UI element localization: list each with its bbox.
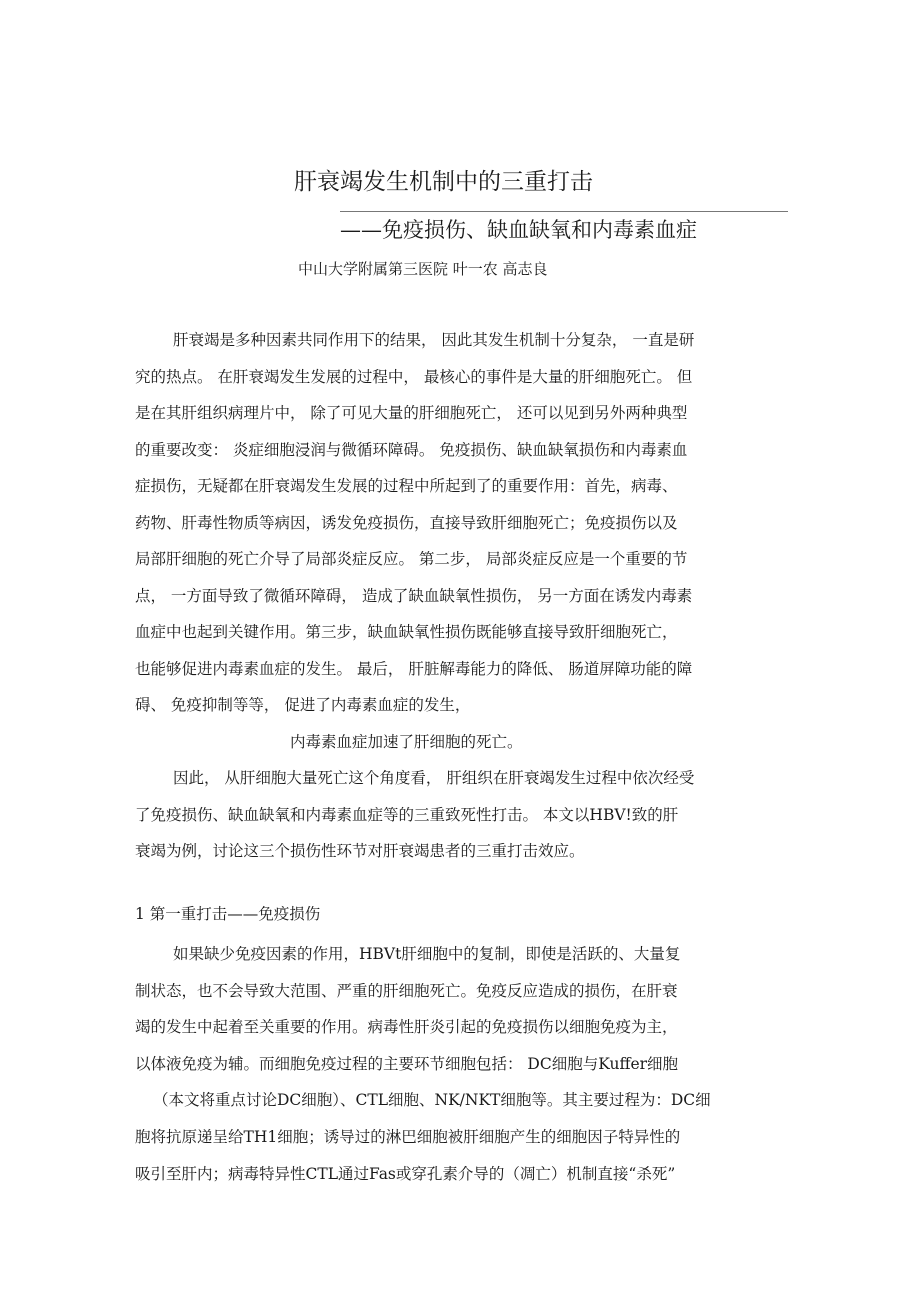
text-line: 点， 一方面导致了微循环障碍， 造成了缺血缺氧性损伤， 另一方面在诱发内毒素 [135,586,693,605]
text-line: 药物、肝毒性物质等病因，诱发免疫损伤，直接导致肝细胞死亡；免疫损伤以及 [135,513,678,532]
text-line: 如果缺少免疫因素的作用，HBVt肝细胞中的复制，即使是活跃的、大量复 [173,945,681,963]
document-subtitle: ——免疫损伤、缺血缺氧和内毒素血症 [340,218,697,242]
text-line: 胞将抗原递呈给TH1细胞；诱导过的淋巴细胞被肝细胞产生的细胞因子特异性的 [135,1127,681,1146]
text-line: 究的热点。 在肝衰竭发生发展的过程中， 最核心的事件是大量的肝细胞死亡。 但 [135,367,693,386]
text-line: 内毒素血症加速了肝细胞的死亡。 [290,732,523,751]
text-line: 局部肝细胞的死亡介导了局部炎症反应。 第二步， 局部炎症反应是一个重要的节 [135,550,688,568]
text-line: 碍、 免疫抑制等等， 促进了内毒素血症的发生， [135,696,471,714]
author-line: 中山大学附属第三医院 叶一农 高志良 [298,260,548,278]
section1-paragraphs [135,936,795,1192]
text-line: 血症中也起到关键作用。第三步，缺血缺氧性损伤既能够直接导致肝细胞死亡， [135,623,678,641]
text-line: 制状态，也不会导致大范围、严重的肝细胞死亡。免疫反应造成的损伤，在肝衰 [135,981,678,1000]
text-line: 也能够促进内毒素血症的发生。 最后， 肝脏解毒能力的降低、 肠道屏障功能的障 [135,659,693,678]
text-line: 衰竭为例，讨论这三个损伤性环节对肝衰竭患者的三重打击效应。 [135,842,585,860]
text-line: 症损伤，无疑都在肝衰竭发生发展的过程中所起到了的重要作用：首先，病毒、 [135,477,678,495]
text-line: 以体液免疫为辅。而细胞免疫过程的主要环节细胞包括： DC细胞与Kuffer细胞 [135,1054,679,1073]
text-line: 是在其肝组织病理片中， 除了可见大量的肝细胞死亡， 还可以见到另外两种典型 [135,404,688,422]
intro-paragraphs [135,322,795,870]
title-divider [340,211,788,212]
section-heading: 1 第一重打击——免疫损伤 [135,905,321,923]
document-title: 肝衰竭发生机制中的三重打击 [294,169,593,195]
text-line: 肝衰竭是多种因素共同作用下的结果， 因此其发生机制十分复杂， 一直是研 [173,331,695,349]
text-line: 吸引至肝内；病毒特异性CTL通过Fas或穿孔素介导的（凋亡）机制直接“杀死” [135,1164,676,1183]
text-line: 了免疫损伤、缺血缺氧和内毒素血症等的三重致死性打击。 本文以HBV!致的肝 [135,805,679,824]
text-line: 的重要改变： 炎症细胞浸润与微循环障碍。 免疫损伤、缺血缺氧损伤和内毒素血 [135,440,688,459]
text-line: 因此， 从肝细胞大量死亡这个角度看， 肝组织在肝衰竭发生过程中依次经受 [173,769,695,787]
text-line: 竭的发生中起着至关重要的作用。病毒性肝炎引起的免疫损伤以细胞免疫为主， [135,1018,678,1037]
text-line: （本文将重点讨论DC细胞）、CTL细胞、NK/NKT细胞等。其主要过程为：DC细 [153,1091,711,1110]
